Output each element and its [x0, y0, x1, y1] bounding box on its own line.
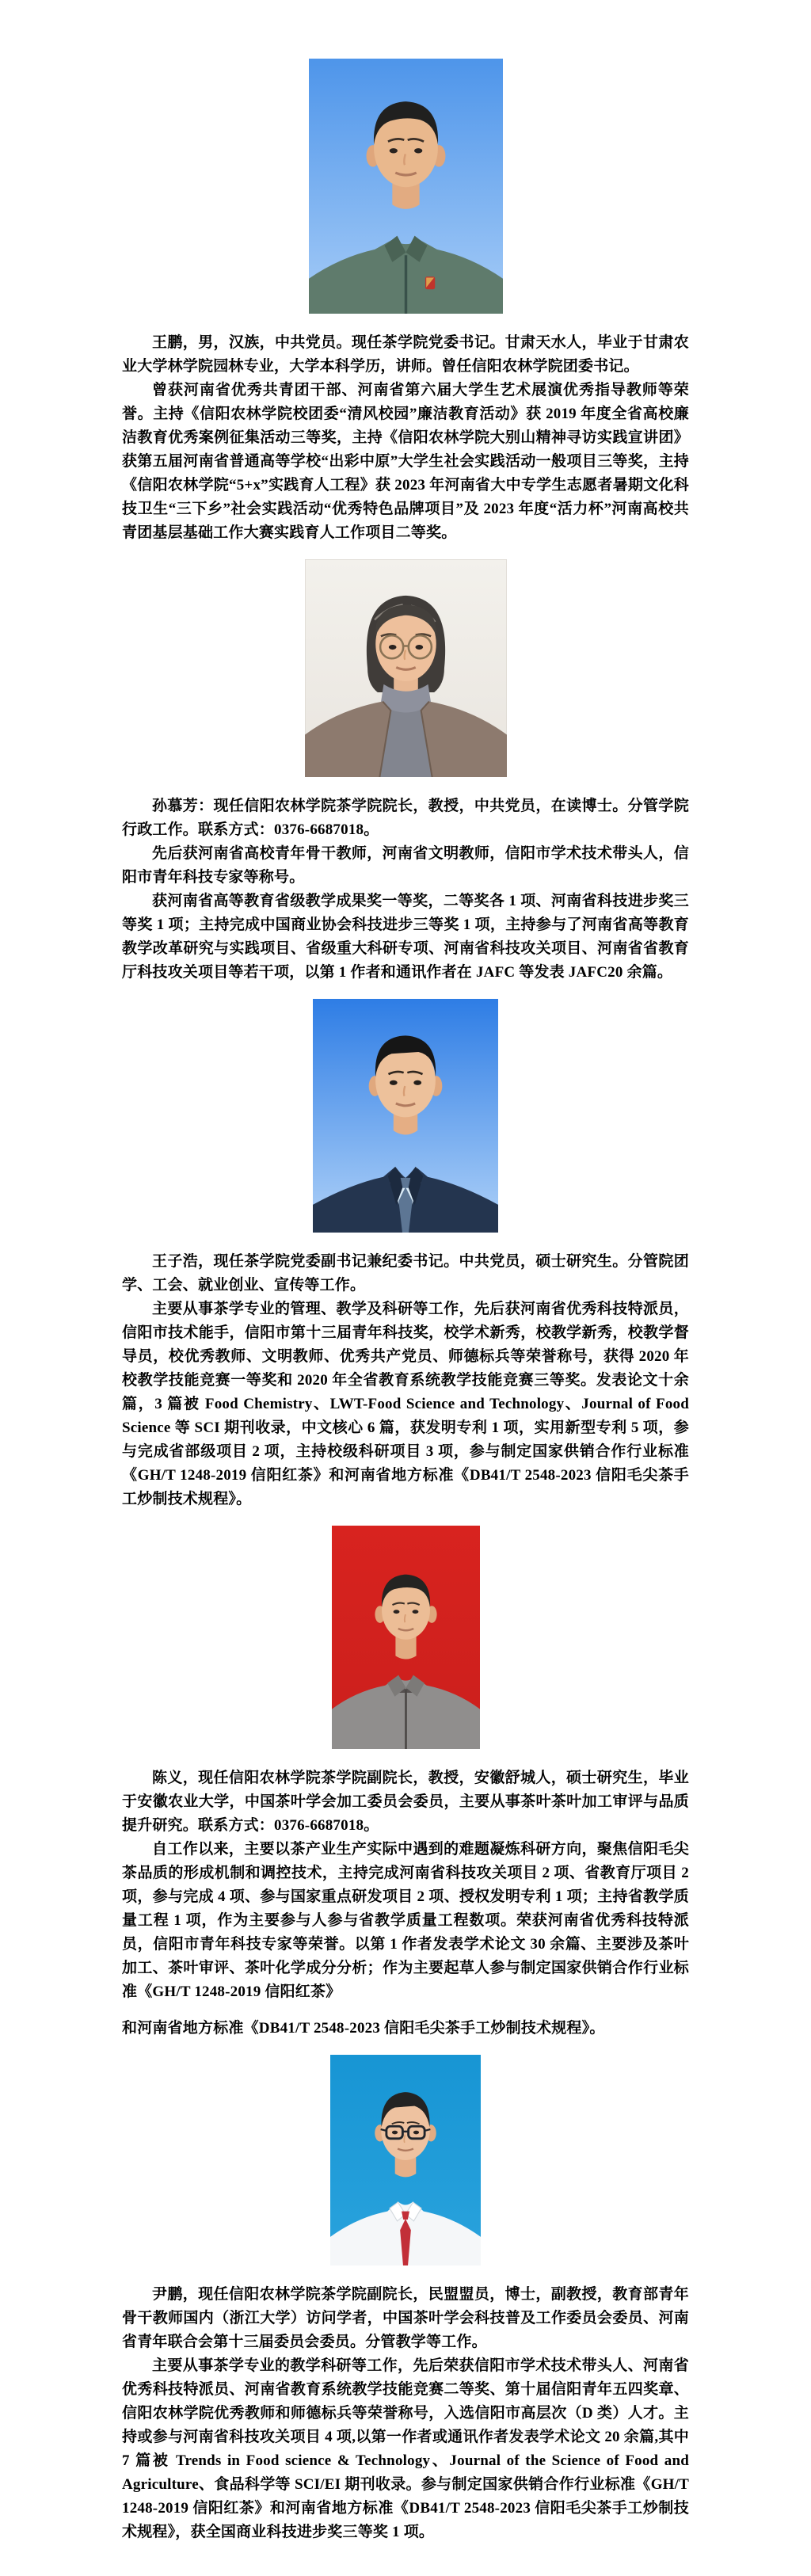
- bio-paragraph: 和河南省地方标准《DB41/T 2548-2023 信阳毛尖茶手工炒制技术规程》。: [122, 2020, 605, 2037]
- bio-paragraph: 主要从事茶学专业的管理、教学及科研等工作，先后获河南省优秀科技特派员，信阳市技术能手，信阳市第十三届青年科技奖，校学术新秀，校教学新秀，校教学督导员，校优秀教师、文明教师、优秀共产党员、师德标兵等荣誉称号，获得 2020 年校教学技能竞赛一等奖和 2020 年全省教育系统教学技能竞赛三等奖。发表论文十余篇，3 篇被 Food Chemistry、LWT-Food Science and Technology、Journal of Food Science 等 SCI 期刊收录，中文核心 6 篇，获发明专利 1 项，实用新型专利 5 项，参与完成省部级项目 2 项，主持校级科研项目 3 项，参与制定国家供销合作行业标准《GH/T 1248-2019 信阳红茶》和河南省地方标准《DB41/T 2548-2023 信阳毛尖茶手工炒制技术规程》。: [122, 1301, 689, 1507]
- portrait-photo-wang-zihao: [313, 999, 498, 1233]
- bio-paragraph: 主要从事茶学专业的教学科研等工作，先后荣获信阳市学术技术带头人、河南省优秀科技特派员、河南省教育系统教学技能竞赛二等奖、第十届信阳青年五四奖章、信阳农林学院优秀教师和师德标兵等荣誉称号，入选信阳市高层次（D 类）人才。主持或参与河南省科技攻关项目 4 项,以第一作者或通讯作者发表学术论文 20 余篇,其中 7 篇被 Trends in Food science & Technology、Journal of the Science of Food and Agriculture、食品科学等 SCI/EI 期刊收录。参与制定国家供销合作行业标准《GH/T 1248-2019 信阳红茶》和河南省地方标准《DB41/T 2548-2023 信阳毛尖茶手工炒制技术规程》，获全国商业科技进步奖三等奖 1 项。: [122, 2357, 689, 2540]
- document-content: [122, 59, 689, 2544]
- bio-paragraph: 王鹏，男，汉族，中共党员。现任茶学院党委书记。甘肃天水人，毕业于甘肃农业大学林学院园林专业，大学本科学历，讲师。曾任信阳农林学院团委书记。: [122, 334, 689, 375]
- portrait-illustration: [313, 999, 498, 1233]
- bio-paragraph: 自工作以来，主要以茶产业生产实际中遇到的难题凝炼科研方向，聚焦信阳毛尖茶品质的形成机制和调控技术，主持完成河南省科技攻关项目 2 项、省教育厅项目 2 项，参与完成 4 项、参与国家重点研发项目 2 项、授权发明专利 1 项；主持省教学质量工程 1 项，作为主要参与人参与省教学质量工程数项。荣获河南省优秀科技特派员，信阳市青年科技专家等荣誉。以第 1 作者发表学术论文 30 余篇、主要涉及茶叶加工、茶叶审评、茶叶化学成分分析；作为主要起草人参与制定国家供销合作行业标准《GH/T 1248-2019 信阳红茶》: [122, 1841, 689, 2000]
- bio-paragraph: 尹鹏，现任信阳农林学院茶学院副院长，民盟盟员，博士，副教授，教育部青年骨干教师国内（浙江大学）访问学者，中国茶叶学会科技普及工作委员会委员、河南省青年联合会第十三届委员会委员。分管教学等工作。: [122, 2286, 689, 2350]
- portrait-photo-yin-peng: [330, 2055, 481, 2265]
- portrait-photo-chen-yi: [332, 1526, 480, 1749]
- portrait-photo-sun-mufang: [305, 559, 507, 777]
- bio-paragraph: 先后获河南省高校青年骨干教师，河南省文明教师，信阳市学术技术带头人，信阳市青年科技专家等称号。: [122, 845, 689, 886]
- profile-chen-yi: [122, 1526, 689, 2041]
- profile-wang-zihao: [122, 999, 689, 1511]
- bio-paragraph: 陈义，现任信阳农林学院茶学院副院长，教授，安徽舒城人，硕士研究生，毕业于安徽农业大学，中国茶叶学会加工委员会委员，主要从事茶叶茶叶加工审评与品质提升研究。联系方式：0376-6687018。: [122, 1770, 689, 1834]
- portrait-photo-wang-peng: [309, 59, 503, 314]
- bio-paragraph: 王子浩，现任茶学院党委副书记兼纪委书记。中共党员，硕士研究生。分管院团学、工会、就业创业、宣传等工作。: [122, 1253, 689, 1294]
- portrait-illustration: [305, 559, 507, 777]
- portrait-illustration: [309, 59, 503, 314]
- bio-paragraph: 曾获河南省优秀共青团干部、河南省第六届大学生艺术展演优秀指导教师等荣誉。主持《信阳农林学院校团委“清风校园”廉洁教育活动》获 2019 年度全省高校廉洁教育优秀案例征集活动三等奖，主持《信阳农林学院大别山精神寻访实践宣讲团》获第五届河南省普通高等学校“出彩中原”大学生社会实践活动一般项目三等奖，主持《信阳农林学院“5+x”实践育人工程》获 2023 年河南省大中专学生志愿者暑期文化科技卫生“三下乡”社会实践活动“优秀特色品牌项目”及 2023 年度“活力杯”河南高校共青团基层基础工作大赛实践育人工作项目二等奖。: [122, 382, 689, 541]
- profile-sun-mufang: [122, 559, 689, 985]
- profile-wang-peng: [122, 59, 689, 545]
- portrait-illustration: [332, 1526, 480, 1749]
- bio-paragraph: 获河南省高等教育省级教学成果奖一等奖，二等奖各 1 项、河南省科技进步奖三等奖 1 项；主持完成中国商业协会科技进步三等奖 1 项，主持参与了河南省高等教育教学改革研究与实践项目、省级重大科研专项、河南省科技攻关项目、河南省省教育厅科技攻关项目等若干项，以第 1 作者和通讯作者在 JAFC 等发表 JAFC20 余篇。: [122, 893, 689, 981]
- profile-yin-peng: [122, 2055, 689, 2544]
- bio-paragraph: 孙慕芳：现任信阳农林学院茶学院院长，教授，中共党员，在读博士。分管学院行政工作。联系方式：0376-6687018。: [122, 798, 689, 838]
- portrait-illustration: [330, 2055, 481, 2265]
